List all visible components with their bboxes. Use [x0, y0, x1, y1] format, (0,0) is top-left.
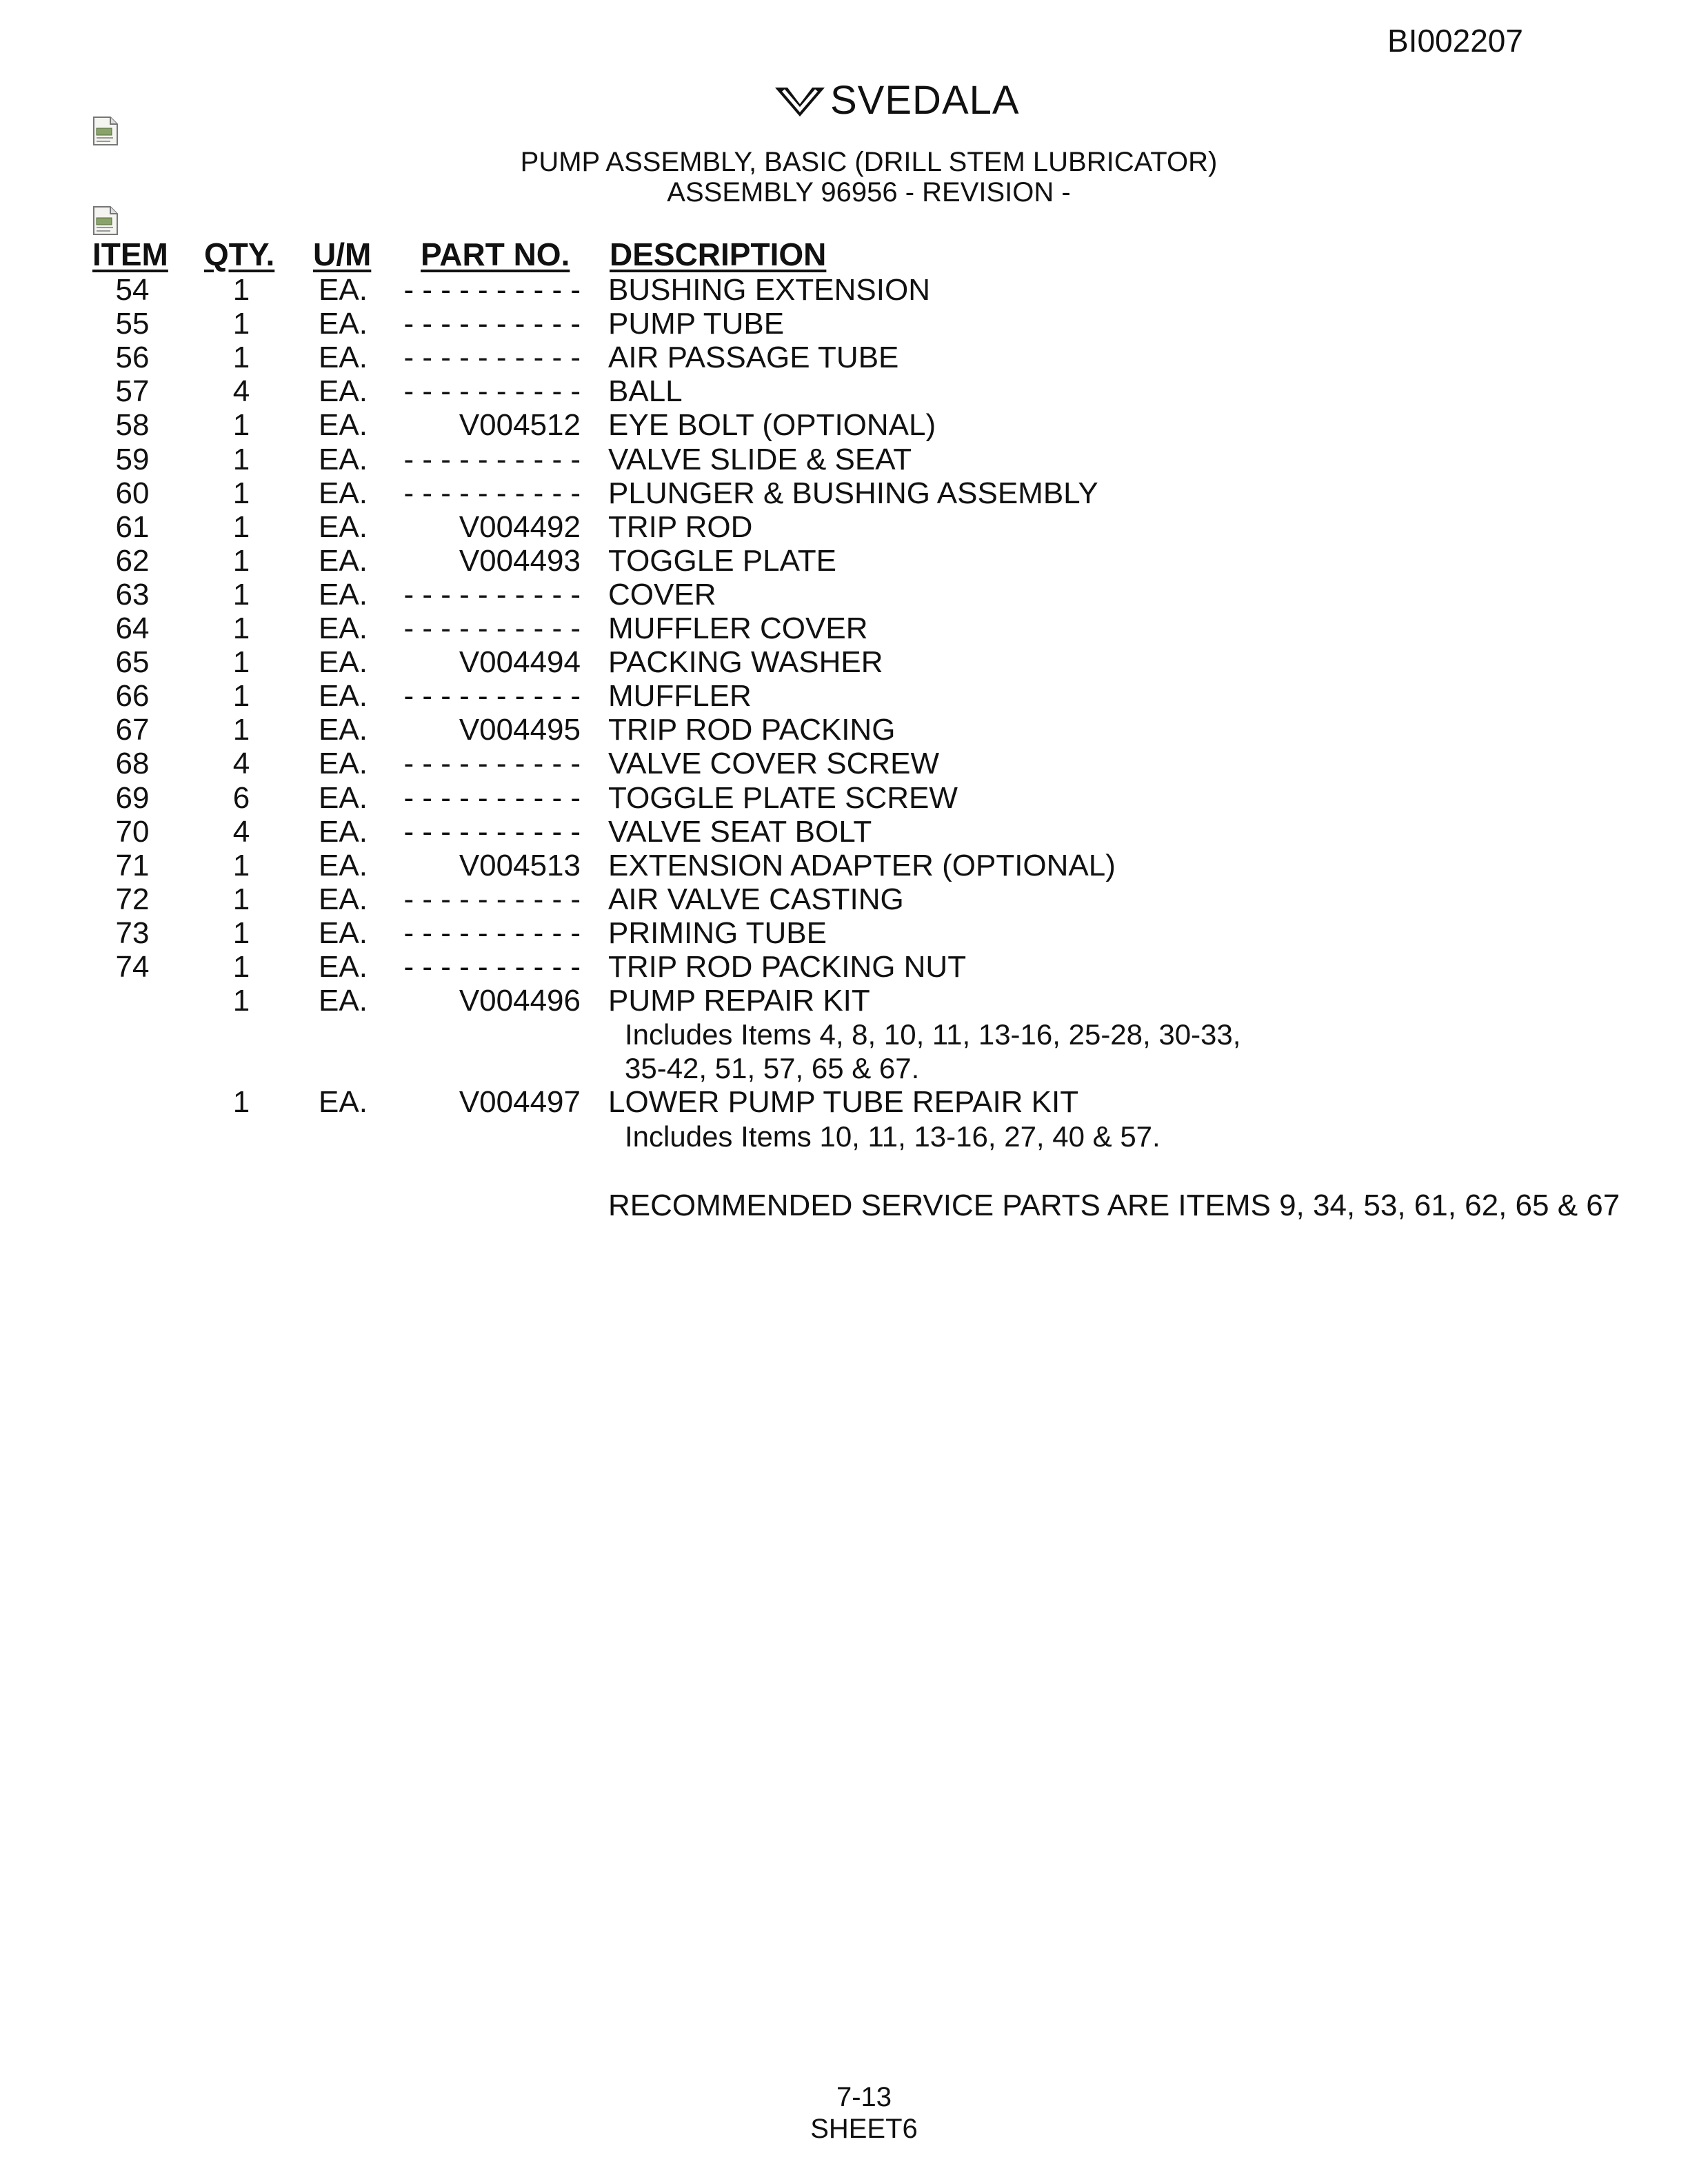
part-description: PLUNGER & BUSHING ASSEMBLY [608, 476, 1098, 510]
item-number: 55 [115, 307, 150, 341]
document-icon[interactable] [92, 205, 119, 236]
item-number: 66 [115, 679, 150, 713]
part-number: - - - - - - - - - - [403, 307, 581, 341]
unit-of-measure: EA. [319, 781, 368, 815]
unit-of-measure: EA. [319, 815, 368, 849]
unit-of-measure: EA. [319, 882, 368, 916]
part-description: AIR PASSAGE TUBE [608, 341, 899, 374]
item-number: 68 [115, 747, 150, 780]
part-number: V004496 [459, 984, 581, 1018]
quantity: 4 [232, 374, 250, 408]
quantity: 1 [232, 679, 250, 713]
unit-of-measure: EA. [319, 611, 368, 645]
part-number: - - - - - - - - - - [403, 611, 581, 645]
quantity: 1 [232, 713, 250, 747]
unit-of-measure: EA. [319, 578, 368, 611]
sheet-label: SHEET6 [810, 2114, 918, 2144]
quantity: 1 [232, 611, 250, 645]
unit-of-measure: EA. [319, 510, 368, 544]
column-header-description: DESCRIPTION [610, 236, 827, 272]
part-description: COVER [608, 578, 716, 611]
item-number: 67 [115, 713, 150, 747]
quantity: 4 [232, 747, 250, 780]
quantity: 1 [232, 984, 250, 1018]
quantity: 1 [232, 510, 250, 544]
part-number: - - - - - - - - - - [403, 882, 581, 916]
unit-of-measure: EA. [319, 679, 368, 713]
unit-of-measure: EA. [319, 713, 368, 747]
part-number: - - - - - - - - - - [403, 374, 581, 408]
quantity: 1 [232, 645, 250, 679]
item-number: 59 [115, 443, 150, 476]
part-description: TRIP ROD PACKING NUT [608, 950, 967, 984]
quantity: 1 [232, 476, 250, 510]
unit-of-measure: EA. [319, 544, 368, 578]
unit-of-measure: EA. [319, 984, 368, 1018]
column-header-qty: QTY. [204, 236, 275, 272]
part-description: TRIP ROD PACKING [608, 713, 896, 747]
part-description: EXTENSION ADAPTER (OPTIONAL) [608, 849, 1116, 882]
svedala-logo-mark [772, 83, 827, 118]
quantity: 1 [232, 273, 250, 307]
part-number: - - - - - - - - - - [403, 578, 581, 611]
unit-of-measure: EA. [319, 916, 368, 950]
unit-of-measure: EA. [319, 849, 368, 882]
item-number: 74 [115, 950, 150, 984]
item-number: 61 [115, 510, 150, 544]
quantity: 1 [232, 916, 250, 950]
part-description: BALL [608, 374, 683, 408]
part-description: VALVE COVER SCREW [608, 747, 940, 780]
quantity: 1 [232, 408, 250, 442]
part-number: V004512 [459, 408, 581, 442]
column-header-um: U/M [313, 236, 372, 272]
quantity: 1 [232, 882, 250, 916]
unit-of-measure: EA. [319, 307, 368, 341]
kit-includes-note: Includes Items 4, 8, 10, 11, 13-16, 25-28, 30-33, [625, 1018, 1241, 1051]
part-description: MUFFLER COVER [608, 611, 868, 645]
item-number: 71 [115, 849, 150, 882]
part-number: - - - - - - - - - - [403, 781, 581, 815]
part-description: TOGGLE PLATE SCREW [608, 781, 958, 815]
brand-name: SVEDALA [830, 78, 1020, 123]
item-number: 64 [115, 611, 150, 645]
unit-of-measure: EA. [319, 645, 368, 679]
quantity: 4 [232, 815, 250, 849]
kit-includes-note: Includes Items 10, 11, 13-16, 27, 40 & 57. [625, 1120, 1160, 1153]
quantity: 1 [232, 578, 250, 611]
part-number: V004492 [459, 510, 581, 544]
item-number: 56 [115, 341, 150, 374]
part-number: - - - - - - - - - - [403, 341, 581, 374]
quantity: 1 [232, 950, 250, 984]
part-number: - - - - - - - - - - [403, 950, 581, 984]
part-description: TOGGLE PLATE [608, 544, 836, 578]
document-icon[interactable] [92, 116, 119, 146]
unit-of-measure: EA. [319, 1085, 368, 1119]
part-description: VALVE SLIDE & SEAT [608, 443, 912, 476]
item-number: 70 [115, 815, 150, 849]
part-number: V004513 [459, 849, 581, 882]
page-number: 7-13 [836, 2082, 892, 2112]
part-number: - - - - - - - - - - [403, 476, 581, 510]
item-number: 60 [115, 476, 150, 510]
part-description: BUSHING EXTENSION [608, 273, 930, 307]
unit-of-measure: EA. [319, 443, 368, 476]
item-number: 69 [115, 781, 150, 815]
part-number: - - - - - - - - - - [403, 273, 581, 307]
item-number: 73 [115, 916, 150, 950]
part-number: V004494 [459, 645, 581, 679]
svedala-logo [772, 77, 1020, 123]
recommended-parts-note: RECOMMENDED SERVICE PARTS ARE ITEMS 9, 34, 53, 61, 62, 65 & 67 [608, 1189, 1620, 1222]
quantity: 1 [232, 544, 250, 578]
part-description: VALVE SEAT BOLT [608, 815, 872, 849]
unit-of-measure: EA. [319, 341, 368, 374]
column-header-item: ITEM [92, 236, 168, 272]
unit-of-measure: EA. [319, 476, 368, 510]
unit-of-measure: EA. [319, 408, 368, 442]
part-description: MUFFLER [608, 679, 752, 713]
item-number: 58 [115, 408, 150, 442]
part-description: PUMP TUBE [608, 307, 785, 341]
assembly-subtitle: ASSEMBLY 96956 - REVISION - [667, 177, 1071, 208]
part-description: EYE BOLT (OPTIONAL) [608, 408, 936, 442]
part-description: PUMP REPAIR KIT [608, 984, 870, 1018]
quantity: 1 [232, 307, 250, 341]
part-number: V004493 [459, 544, 581, 578]
column-header-part-no: PART NO. [421, 236, 570, 272]
part-number: - - - - - - - - - - [403, 747, 581, 780]
item-number: 72 [115, 882, 150, 916]
part-description: AIR VALVE CASTING [608, 882, 904, 916]
unit-of-measure: EA. [319, 950, 368, 984]
part-description: PRIMING TUBE [608, 916, 827, 950]
part-description: LOWER PUMP TUBE REPAIR KIT [608, 1085, 1079, 1119]
quantity: 1 [232, 1085, 250, 1119]
quantity: 1 [232, 341, 250, 374]
item-number: 62 [115, 544, 150, 578]
quantity: 1 [232, 849, 250, 882]
document-id: BI002207 [1387, 23, 1523, 59]
quantity: 1 [232, 443, 250, 476]
part-number: - - - - - - - - - - [403, 916, 581, 950]
part-number: - - - - - - - - - - [403, 815, 581, 849]
kit-includes-note: 35-42, 51, 57, 65 & 67. [625, 1052, 920, 1084]
part-number: - - - - - - - - - - [403, 679, 581, 713]
unit-of-measure: EA. [319, 747, 368, 780]
item-number: 63 [115, 578, 150, 611]
item-number: 57 [115, 374, 150, 408]
item-number: 54 [115, 273, 150, 307]
part-number: V004497 [459, 1085, 581, 1119]
unit-of-measure: EA. [319, 374, 368, 408]
assembly-title: PUMP ASSEMBLY, BASIC (DRILL STEM LUBRICATOR) [520, 147, 1218, 177]
part-description: TRIP ROD [608, 510, 753, 544]
part-number: - - - - - - - - - - [403, 443, 581, 476]
part-description: PACKING WASHER [608, 645, 883, 679]
unit-of-measure: EA. [319, 273, 368, 307]
quantity: 6 [232, 781, 250, 815]
part-number: V004495 [459, 713, 581, 747]
item-number: 65 [115, 645, 150, 679]
